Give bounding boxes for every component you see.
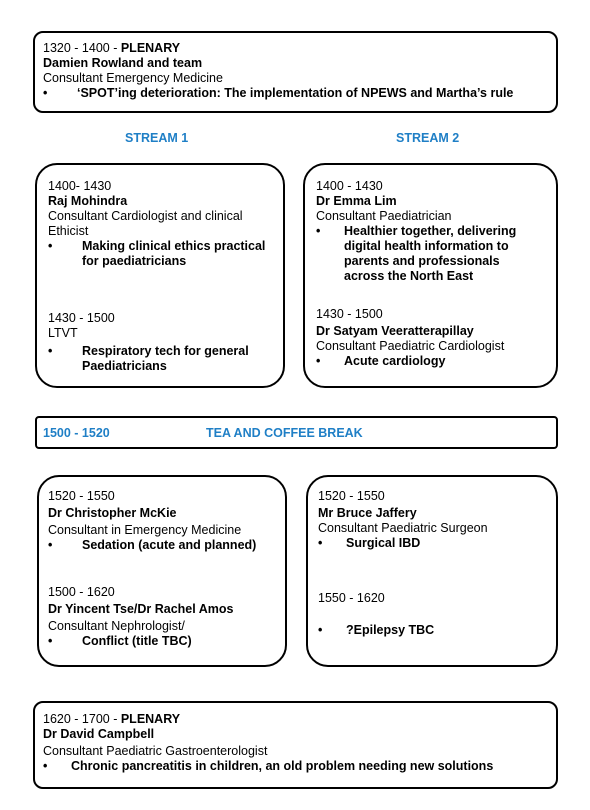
bullet-icon: • [48,344,53,358]
stream-2-heading: STREAM 2 [396,131,460,145]
session-time: 1500 - 1620 [48,585,115,599]
speaker-name: Dr Christopher McKie [48,506,177,520]
speaker-role: Consultant Nephrologist/ [48,619,185,633]
bullet-icon: • [43,759,48,773]
speaker-name: Dr David Campbell [43,727,155,741]
speaker-role: Consultant Paediatric Surgeon [318,521,488,535]
speaker-role: Consultant Paediatric Gastroenterologist [43,744,268,758]
session-time: 1430 - 1500 [316,307,383,321]
speaker-name: LTVT [48,326,78,340]
session-time: 1400 - 1430 [316,179,383,193]
talk-title: • Conflict (title TBC) [48,634,192,648]
speaker-role: Consultant Paediatric Cardiologist [316,339,505,353]
bullet-icon: • [318,623,323,637]
speaker-name: Damien Rowland and team [43,56,203,70]
plenary-box-2 [33,701,558,789]
talk-title: • Respiratory tech for general Paediatricians [48,344,249,373]
plenary-label: PLENARY [120,41,181,55]
stream-2-session-1-box [303,163,558,388]
speaker-role: Consultant Paediatrician [316,209,452,223]
bullet-icon: • [316,224,321,238]
bullet-icon: • [316,354,321,368]
speaker-name: Dr Yincent Tse/Dr Rachel Amos [48,602,234,616]
talk-title: • Sedation (acute and planned) [48,538,257,552]
speaker-role-cont: Ethicist [48,224,89,238]
session-time: 1520 - 1550 [318,489,385,503]
stream-1-session-1-box [35,163,285,388]
break-time: 1500 - 1520 [43,426,110,440]
speaker-role: Consultant Emergency Medicine [43,71,223,85]
plenary-label: PLENARY [120,712,181,726]
talk-title: • Healthier together, delivering digital health information to parents and professionals across the North East [316,224,517,283]
bullet-icon: • [318,536,323,550]
speaker-name: Raj Mohindra [48,194,128,208]
speaker-name: Mr Bruce Jaffery [318,506,417,520]
stream-2-session-2-box [306,475,558,667]
talk-title: • Making clinical ethics practical for paediatricians [48,239,266,268]
talk-title: • ?Epilepsy TBC [318,623,435,637]
plenary-box-1 [33,31,558,113]
stream-1-heading: STREAM 1 [125,131,189,145]
bullet-icon: • [48,538,53,552]
speaker-role: Consultant in Emergency Medicine [48,523,242,537]
talk-title: • Acute cardiology [316,354,446,368]
plenary-time: 1620 - 1700 - PLENARY [43,712,181,726]
session-time: 1520 - 1550 [48,489,115,503]
break-label: TEA AND COFFEE BREAK [206,426,363,440]
bullet-icon: • [43,86,48,100]
speaker-name: Dr Emma Lim [316,194,397,208]
stream-1-session-2-box [37,475,287,667]
session-time: 1550 - 1620 [318,591,385,605]
talk-title: • Surgical IBD [318,536,421,550]
talk-title: • ‘SPOT’ing deterioration: The implementation of NPEWS and Martha’s rule [43,86,514,100]
speaker-role: Consultant Cardiologist and clinical [48,209,243,223]
plenary-time: 1320 - 1400 - PLENARY [43,41,181,55]
talk-title: • Chronic pancreatitis in children, an old problem needing new solutions [43,759,494,773]
break-bar [35,416,558,449]
session-time: 1430 - 1500 [48,311,115,325]
bullet-icon: • [48,239,53,253]
bullet-icon: • [48,634,53,648]
session-time: 1400- 1430 [48,179,112,193]
speaker-name: Dr Satyam Veeratterapillay [316,324,474,338]
